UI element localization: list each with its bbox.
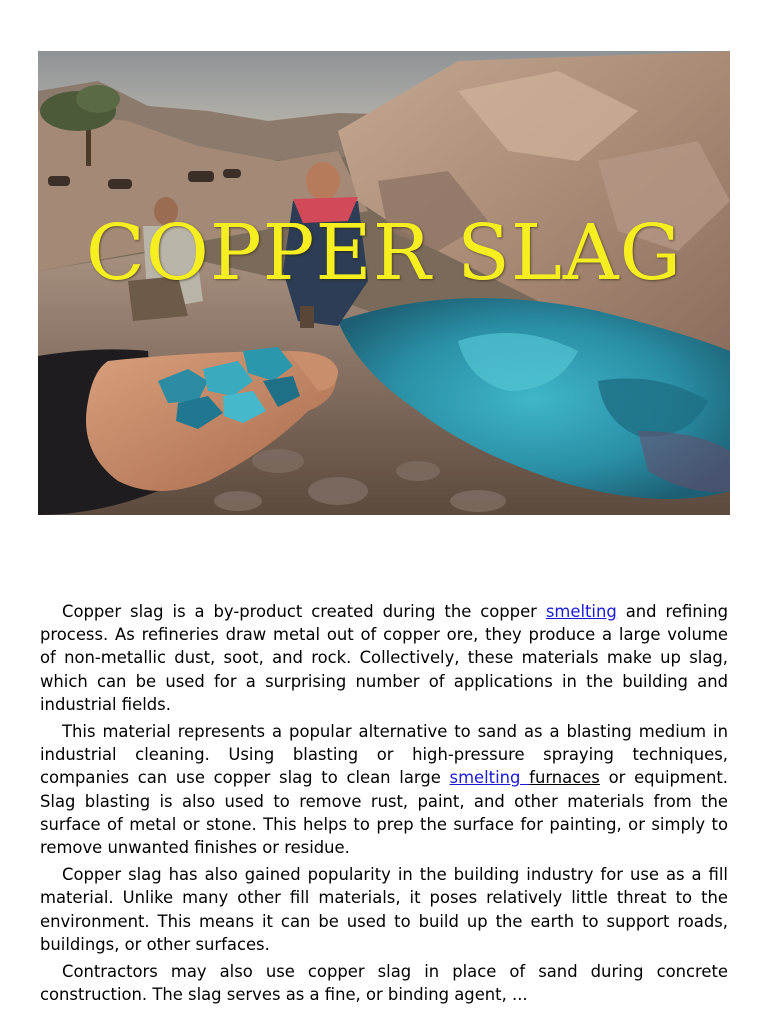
smelting-furnaces-link[interactable]: smelting: [449, 768, 530, 788]
smelting-link[interactable]: smelting: [545, 602, 617, 621]
hero-photo: [38, 51, 730, 515]
paragraph-4: Contractors may also use copper slag in place of sand during concrete construction. The slag serves as a fine, or binding agent, ...: [40, 962, 728, 1005]
p2-text-before: This material represents a popular alternative to sand as a blasting medium in industrial cleaning. Using blasting or high-pressure spraying techniques, companies can use copper slag to clean large: [40, 722, 728, 788]
p2-text-after: or equipment. Slag blasting is also used to remove rust, paint, and other materials from the surface of metal or stone. This helps to prep the surface for painting, or simply to remove unwanted finishes or residue.: [40, 768, 728, 858]
p1-text-after: and refining process. As refineries draw metal out of copper ore, they produce a large volume of non-metallic dust, soot, and rock. Collectively, these materials make up slag, which can be used for a surprising number of applications in the building and industrial fields.: [40, 602, 729, 714]
article-body: [40, 600, 728, 1010]
paragraph-3: Copper slag has also gained popularity in the building industry for use as a fill material. Unlike many other fill materials, it poses relatively little threat to the environment. This means it can be used to build up the earth to support roads, buildings, or other surfaces.: [40, 865, 728, 954]
paragraph-2: [40, 720, 728, 859]
paragraph-1: [40, 600, 728, 716]
furnaces-link[interactable]: furnaces: [529, 768, 600, 788]
p1-text-before: Copper slag is a by-product created during the copper: [62, 602, 546, 621]
hero-title: COPPER SLAG: [85, 209, 683, 298]
